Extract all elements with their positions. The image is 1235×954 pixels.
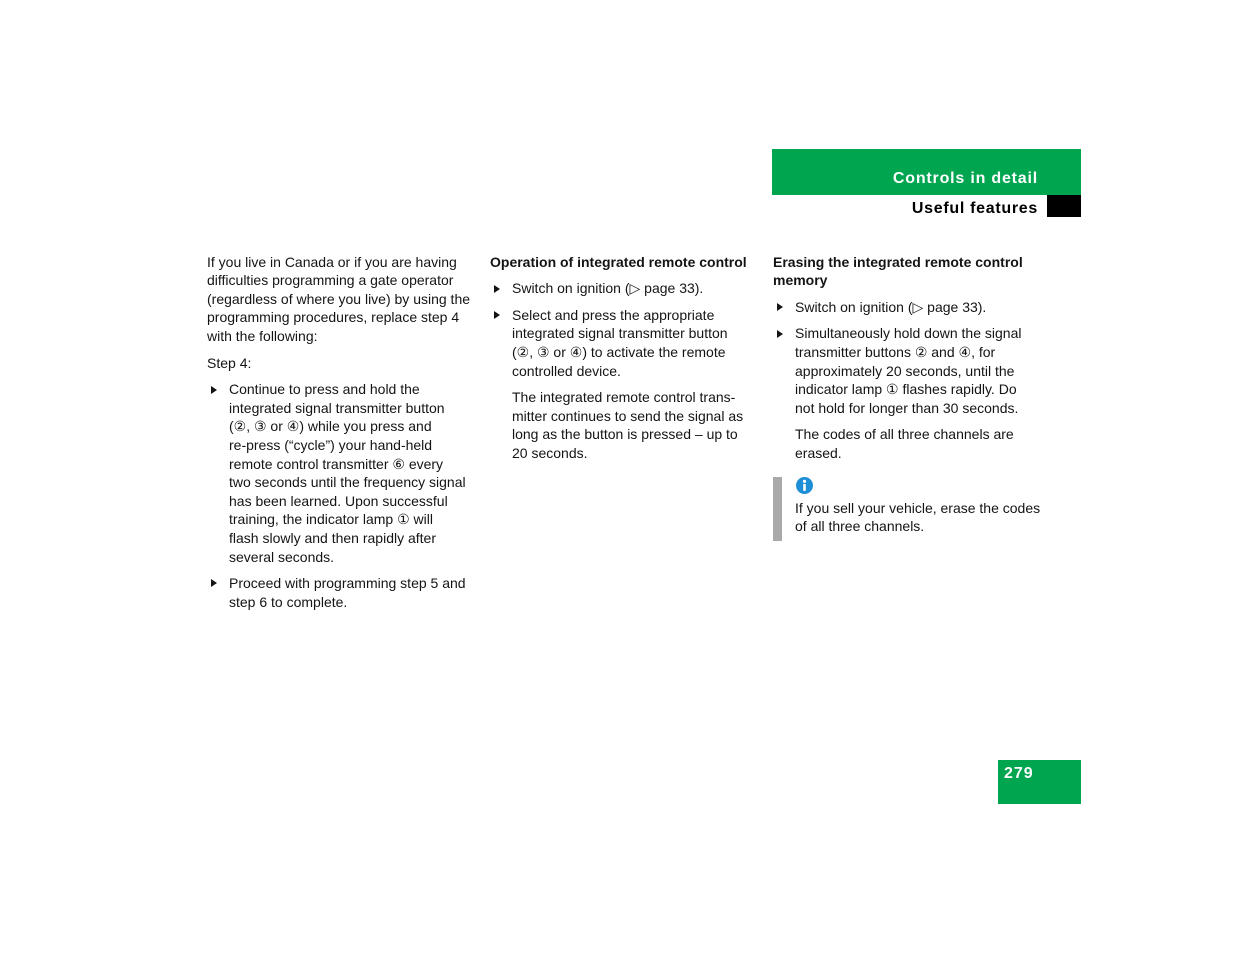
erasing-heading — [773, 253, 1048, 290]
text-line: not hold for longer than 30 seconds. — [795, 399, 1019, 416]
text-line: transmitter buttons ② and ④, for — [795, 344, 996, 361]
info-box — [773, 477, 1048, 541]
text-line: (②, ③ or ④) to activate the remote — [512, 344, 726, 361]
text-line: (②, ③ or ④) while you press and — [229, 418, 432, 435]
column-erasing — [773, 253, 1048, 541]
page-number-box — [998, 760, 1081, 804]
text-line: 20 seconds. — [512, 445, 588, 462]
text-line: long as the button is pressed – up to — [512, 426, 738, 443]
text-line: Switch on ignition (▷ page 33). — [512, 280, 704, 297]
bullet-arrow-icon — [211, 579, 217, 587]
text-line: of all three channels. — [795, 518, 925, 535]
instruction-step — [490, 306, 765, 380]
text-line: Select and press the appropriate — [512, 306, 715, 323]
text-line: Proceed with programming step 5 and — [229, 575, 466, 592]
text-line: has been learned. Upon successful — [229, 492, 448, 509]
text-line: several seconds. — [229, 548, 335, 565]
text-line: integrated signal transmitter button — [229, 399, 445, 416]
text-line: indicator lamp ① flashes rapidly. Do — [795, 381, 1017, 398]
text-line: mitter continues to send the signal as — [512, 407, 744, 424]
instruction-step — [773, 324, 1048, 417]
step-label — [207, 354, 482, 373]
operation-note — [490, 388, 765, 462]
bullet-arrow-icon — [494, 311, 500, 319]
operation-heading — [490, 253, 765, 272]
text-line: step 6 to complete. — [229, 593, 348, 610]
text-line: (regardless of where you live) by using the — [207, 290, 471, 307]
subsection-title: Useful features — [911, 200, 1038, 217]
text-line: The integrated remote control trans- — [512, 389, 736, 406]
instruction-step — [490, 279, 765, 298]
heading-line: Operation of integrated remote control — [490, 253, 747, 270]
intro-paragraph — [207, 253, 482, 346]
text-line: two seconds until the frequency signal — [229, 474, 466, 491]
info-icon-row — [795, 477, 1048, 499]
text-line: If you live in Canada or if you are having — [207, 253, 457, 270]
heading-line: memory — [773, 272, 828, 289]
text-line: with the following: — [207, 328, 318, 345]
text-line: Simultaneously hold down the signal — [795, 325, 1022, 342]
erasing-note — [773, 425, 1048, 462]
bullet-arrow-icon — [211, 386, 217, 394]
instruction-step — [773, 298, 1048, 317]
text-line: flash slowly and then rapidly after — [229, 530, 436, 546]
text-line: difficulties programming a gate operator — [207, 272, 454, 289]
page-number: 279 — [1004, 765, 1034, 782]
text-line: Continue to press and hold the — [229, 381, 420, 398]
text-line: controlled device. — [512, 362, 621, 379]
text-line: remote control transmitter ⑥ every — [229, 455, 444, 472]
subsection-marker — [1047, 195, 1081, 217]
info-icon — [796, 477, 813, 494]
section-header-bar — [772, 149, 1081, 195]
text-line: re-press (“cycle”) your hand-held — [229, 437, 433, 454]
bullet-arrow-icon — [777, 303, 783, 311]
text-line: If you sell your vehicle, erase the codes — [795, 499, 1041, 516]
text-line: Step 4: — [207, 354, 252, 371]
instruction-step — [207, 574, 482, 611]
text-line: erased. — [795, 445, 842, 462]
heading-line: Erasing the integrated remote control — [773, 253, 1023, 270]
text-line: approximately 20 seconds, until the — [795, 362, 1015, 379]
column-intro — [207, 253, 482, 612]
bullet-arrow-icon — [494, 285, 500, 293]
text-line: Switch on ignition (▷ page 33). — [795, 298, 987, 315]
instruction-step — [207, 380, 482, 566]
text-line: integrated signal transmitter button — [512, 325, 728, 342]
bullet-arrow-icon — [777, 330, 783, 338]
text-line: The codes of all three channels are — [795, 426, 1014, 443]
text-line: training, the indicator lamp ① will — [229, 511, 433, 528]
section-title: Controls in detail — [892, 170, 1038, 187]
info-box-bar — [773, 477, 782, 541]
text-line: programming procedures, replace step 4 — [207, 309, 460, 326]
column-operation — [490, 253, 765, 463]
